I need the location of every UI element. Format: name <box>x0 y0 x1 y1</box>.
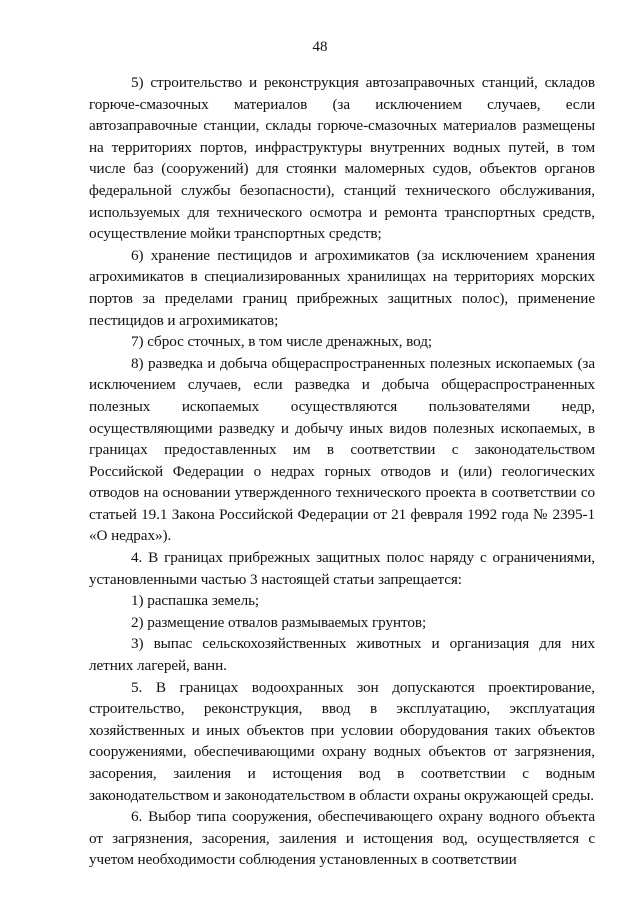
paragraph-item-2-dumps: 2) размещение отвалов размываемых грунтов; <box>131 613 427 631</box>
paragraph-item-5-fuel-stations: 5) строительство и реконструкция автозаправочных станций, складов горюче-смазочных материалов (за исключением случаев, если автозаправочные станции, склады горюче-смазочных материалов размещены на территориях портов, инфраструктуры внутренних водных путей, в том числе баз (сооружений) для стоянки маломерных судов, объектов органов федеральной службы безопасности), станций технического обслуживания, используемых для технического осмотра и ремонта транспортных средств, осуществление мойки транспортных средств; <box>89 74 595 243</box>
paragraph-section-6: 6. Выбор типа сооружения, обеспечивающего охрану водного объекта от загрязнения, засорения, заиления и истощения вод, осуществляется с учетом необходимости соблюдения установленных в соответствии <box>89 808 595 869</box>
paragraph-item-7-wastewater: 7) сброс сточных, в том числе дренажных, вод; <box>131 333 432 351</box>
page-number: 48 <box>312 39 328 55</box>
paragraph-item-1-plowing: 1) распашка земель; <box>131 592 260 610</box>
paragraph-section-4: 4. В границах прибрежных защитных полос наряду с ограничениями, установленными частью 3 настоящей статьи запрещается: <box>89 549 595 588</box>
paragraph-section-5: 5. В границах водоохранных зон допускаются проектирование, строительство, реконструкция, ввод в эксплуатацию, эксплуатация хозяйственных и иных объектов при условии оборудования таких объектов сооружениями, обеспечивающими охрану водных объектов от загрязнения, засорения, заиления и истощения вод в соответствии с водным законодательством и законодательством в области охраны окружающей среды. <box>89 678 595 804</box>
paragraph-item-3-grazing: 3) выпас сельскохозяйственных животных и организация для них летних лагерей, ванн. <box>89 635 595 675</box>
document-body <box>89 72 595 871</box>
paragraph-item-6-pesticides: 6) хранение пестицидов и агрохимикатов (за исключением хранения агрохимикатов в специализированных хранилищах на территориях морских портов за пределами границ прибрежных защитных полос), применение пестицидов и агрохимикатов; <box>89 246 595 329</box>
paragraph-item-8-mining: 8) разведка и добыча общераспространенных полезных ископаемых (за исключением случаев, если разведка и добыча общераспространенных полезных ископаемых осуществляются пользователями недр, осуществляющими разведку и добычу иных видов полезных ископаемых, в границах предоставленных им в соответствии с законодательством Российской Федерации о недрах горных отводов и (или) геологических отводов на основании утвержденного технического проекта в соответствии со статьей 19.1 Закона Российской Федерации от 21 февраля 1992 года № 2395-1 «О недрах»). <box>89 354 595 545</box>
